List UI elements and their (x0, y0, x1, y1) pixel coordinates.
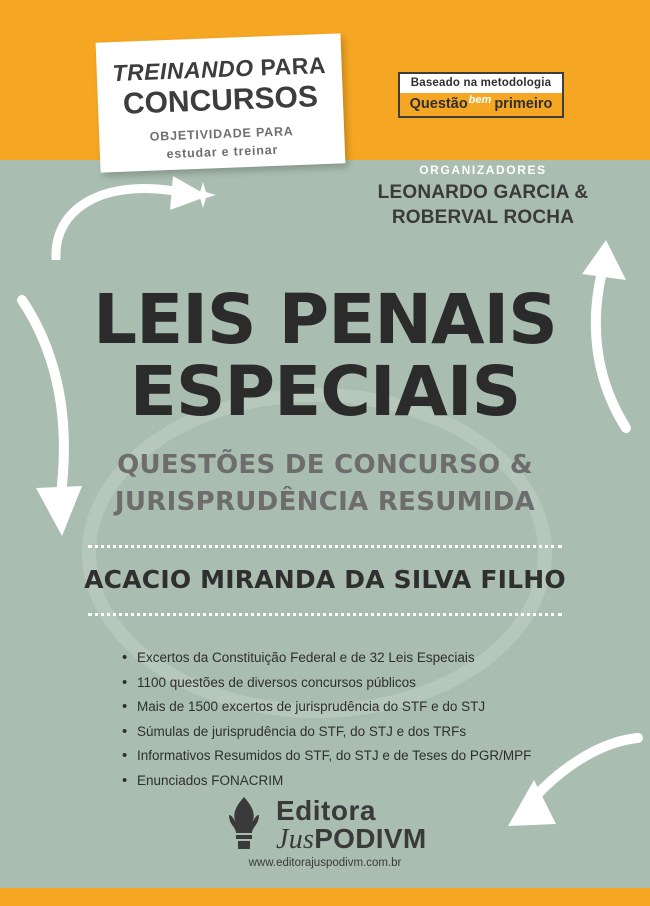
methodology-badge-top: Baseado na metodologia (410, 77, 552, 89)
book-title-line1: LEIS PENAIS (93, 280, 557, 360)
methodology-badge-script: bem (468, 94, 492, 106)
publisher-name-jus: Jus (275, 824, 315, 855)
publisher-name (276, 797, 427, 854)
series-label-line1-part1: TREINANDO (111, 54, 255, 87)
divider-dotted-bottom (88, 613, 562, 616)
methodology-badge-bottom (400, 93, 562, 116)
list-item: • Enunciados FONACRIM (122, 773, 552, 789)
methodology-badge-bottom-left: Questão (409, 96, 468, 112)
list-item: • Súmulas de jurisprudência do STF, do STJ e dos TRFs (122, 724, 552, 740)
book-subtitle-line1: QUESTÕES DE CONCURSO & (117, 450, 533, 480)
series-label-line2: CONCURSOS (122, 80, 319, 121)
list-item: • Mais de 1500 excertos de jurisprudência do STF e do STJ (122, 699, 552, 715)
publisher-logo (0, 795, 650, 856)
series-label-line1-part2: PARA (259, 51, 327, 81)
series-label-line3: OBJETIVIDADE PARA (149, 124, 294, 144)
book-title-line2: ESPECIAIS (129, 352, 521, 432)
sparkle-icon (186, 178, 220, 212)
series-label-line4: estudar e treinar (166, 142, 279, 162)
feature-list (122, 650, 552, 797)
publisher-website: www.editorajuspodivm.com.br (248, 857, 402, 869)
list-item: • 1100 questões de diversos concursos públicos (122, 675, 552, 691)
publisher-name-top: Editora (275, 795, 376, 826)
bottom-orange-strip (0, 888, 650, 906)
list-item: • Informativos Resumidos do STF, do STJ e de Teses do PGR/MPF (122, 748, 552, 764)
torch-icon (224, 795, 264, 856)
author-name: ACACIO MIRANDA DA SILVA FILHO (84, 565, 566, 594)
publisher-name-bottom (276, 823, 427, 854)
organizers-label: ORGANIZADORES (419, 163, 547, 177)
methodology-badge (398, 72, 564, 118)
divider-dotted-top (88, 545, 562, 548)
list-item: • Excertos da Constituição Federal e de 32 Leis Especiais (122, 650, 552, 666)
organizer-name-1: LEONARDO GARCIA & (377, 182, 589, 203)
organizer-name-2: ROBERVAL ROCHA (391, 207, 575, 228)
book-subtitle-line2: JURISPRUDÊNCIA RESUMIDA (114, 487, 536, 517)
series-label-card (96, 33, 346, 172)
publisher-name-podivm: PODIVM (314, 823, 427, 854)
methodology-badge-bottom-right: primeiro (494, 96, 553, 112)
